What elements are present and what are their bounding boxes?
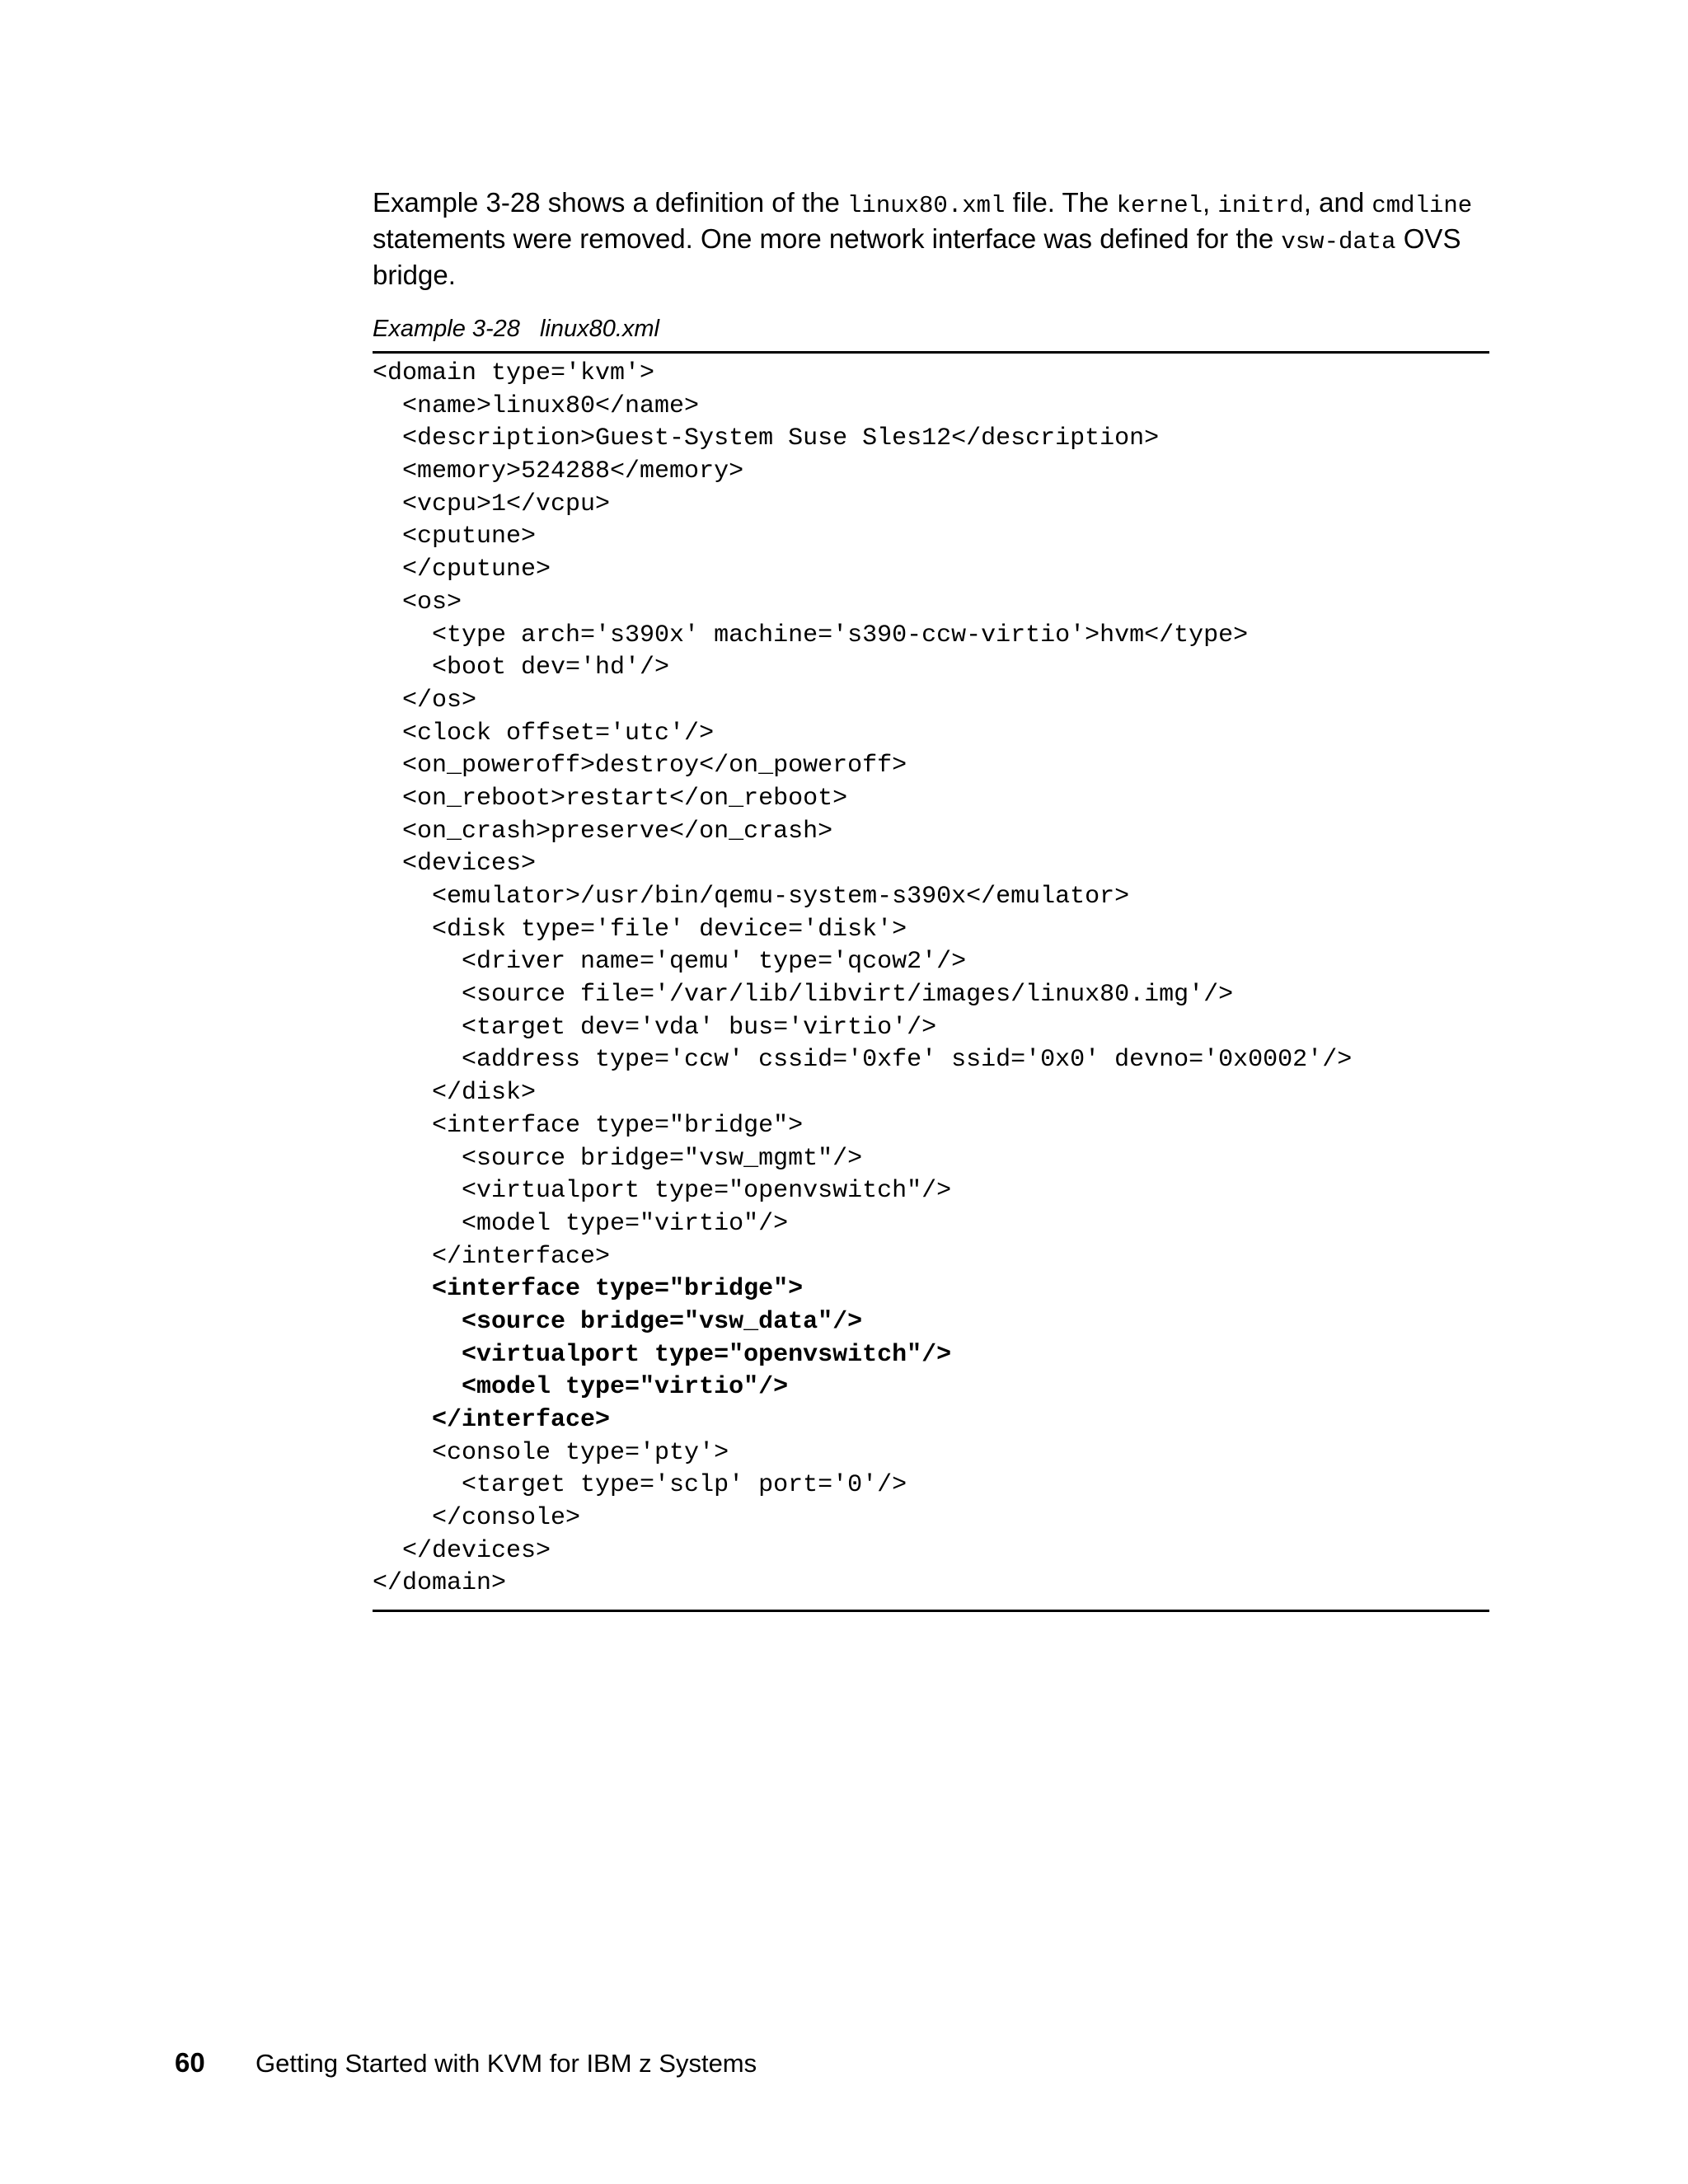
code-line: <source bridge="vsw_data"/> [373,1307,863,1336]
code-line: <memory>524288</memory> [373,457,744,486]
intro-text-5: statements were removed. One more network interface was defined for the [373,223,1282,254]
code-line: </interface> [373,1406,611,1434]
code-line: </interface> [373,1242,611,1271]
code-line: <boot dev='hd'/> [373,654,670,682]
intro-text-6: OVS bridge. [373,223,1461,290]
code-line: <address type='ccw' cssid='0xfe' ssid='0x0' devno='0x0002'/> [373,1046,1353,1075]
intro-text-1: Example 3-28 shows a definition of the [373,187,848,218]
intro-text-4: , and [1303,187,1372,218]
code-line: <vcpu>1</vcpu> [373,490,611,518]
code-top-rule [373,351,1489,354]
code-line: <type arch='s390x' machine='s390-ccw-virtio'>hvm</type> [373,621,1249,649]
code-line: <interface type="bridge"> [373,1111,804,1140]
code-line: <target type='sclp' port='0'/> [373,1471,907,1500]
code-line: <domain type='kvm'> [373,359,655,387]
code-line: <model type="virtio"/> [373,1373,789,1402]
code-line: <source file='/var/lib/libvirt/images/linux80.img'/> [373,981,1234,1010]
code-line: <console type='pty'> [373,1438,729,1467]
intro-kernel: kernel [1116,192,1203,219]
page-footer [175,2047,757,2079]
code-line: </os> [373,686,477,715]
intro-text-3: , [1203,187,1218,218]
code-line: </cputune> [373,555,551,584]
code-line: <interface type="bridge"> [373,1275,804,1304]
intro-paragraph [373,186,1502,292]
code-line: <emulator>/usr/bin/qemu-system-s390x</emulator> [373,883,1130,911]
code-line: <clock offset='utc'/> [373,719,715,748]
intro-text-2: file. The [1005,187,1117,218]
code-bottom-rule [373,1610,1489,1612]
code-line: <source bridge="vsw_mgmt"/> [373,1144,863,1173]
code-line: </disk> [373,1079,537,1108]
code-line: <cputune> [373,523,537,551]
code-line: <on_reboot>restart</on_reboot> [373,784,848,813]
intro-initrd: initrd [1217,192,1304,219]
code-line: <virtualport type="openvswitch"/> [373,1177,952,1206]
footer-book-title: Getting Started with KVM for IBM z Systems [256,2049,757,2078]
example-label: Example 3-28 [373,316,520,342]
code-line: <model type="virtio"/> [373,1209,789,1238]
example-title: linux80.xml [539,316,659,342]
code-line: <on_poweroff>destroy</on_poweroff> [373,752,907,780]
code-line: </console> [373,1504,581,1533]
code-line: </devices> [373,1536,551,1565]
code-listing [373,358,1489,1601]
code-line: <driver name='qemu' type='qcow2'/> [373,948,967,977]
intro-bridge-name: vsw-data [1281,228,1396,255]
code-line: <devices> [373,850,537,879]
code-line: </domain> [373,1569,507,1598]
code-line: <description>Guest-System Suse Sles12</description> [373,424,1160,453]
code-line: <on_crash>preserve</on_crash> [373,817,833,846]
example-caption [373,314,659,344]
code-line: <virtualport type="openvswitch"/> [373,1340,952,1369]
code-line: <os> [373,588,462,616]
code-line: <disk type='file' device='disk'> [373,915,907,944]
code-line: <target dev='vda' bus='virtio'/> [373,1013,937,1042]
intro-cmdline: cmdline [1372,192,1473,219]
code-line: <name>linux80</name> [373,391,700,420]
intro-filename: linux80.xml [847,192,1006,219]
page-number: 60 [175,2047,205,2078]
